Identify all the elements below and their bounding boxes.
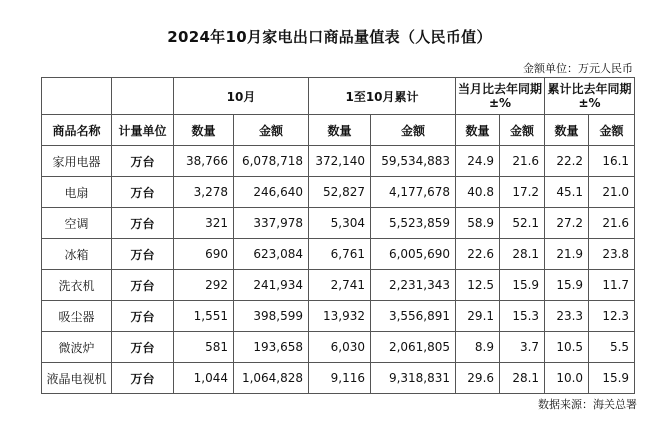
cum-amount-cell: 6,005,690: [371, 239, 456, 270]
month-yoy-amount-cell: 3.7: [500, 332, 545, 363]
month-yoy-amount-cell: 28.1: [500, 363, 545, 394]
oct-quantity-cell: 581: [174, 332, 234, 363]
product-name-cell: 空调: [42, 208, 112, 239]
unit-cell: 万台: [112, 177, 174, 208]
header-month-yoy-line2: ±%: [488, 96, 512, 110]
oct-amount-cell: 246,640: [234, 177, 309, 208]
unit-cell: 万台: [112, 332, 174, 363]
month-yoy-amount-cell: 15.3: [500, 301, 545, 332]
month-yoy-quantity-cell: 22.6: [456, 239, 500, 270]
oct-quantity-cell: 1,551: [174, 301, 234, 332]
cum-amount-cell: 3,556,891: [371, 301, 456, 332]
table-row: [42, 208, 635, 239]
cum-amount-cell: 5,523,859: [371, 208, 456, 239]
header-cumulative-yoy-line1: 累计比去年同期: [547, 82, 632, 96]
table-body: [42, 146, 635, 394]
header-jan-to-oct-cumulative: 1至10月累计: [309, 78, 456, 115]
table-row: [42, 301, 635, 332]
product-name-cell: 家用电器: [42, 146, 112, 177]
table-row: [42, 363, 635, 394]
oct-quantity-cell: 292: [174, 270, 234, 301]
header-month-yoy-line1: 当月比去年同期: [458, 82, 543, 96]
oct-quantity-cell: 38,766: [174, 146, 234, 177]
table-row: [42, 239, 635, 270]
month-yoy-quantity-cell: 24.9: [456, 146, 500, 177]
header-cumulative-yoy: [545, 78, 635, 115]
cum-quantity-cell: 6,030: [309, 332, 371, 363]
unit-cell: 万台: [112, 270, 174, 301]
oct-amount-cell: 337,978: [234, 208, 309, 239]
oct-quantity-cell: 321: [174, 208, 234, 239]
cum-yoy-amount-cell: 23.8: [589, 239, 635, 270]
table-row: [42, 146, 635, 177]
cum-quantity-cell: 2,741: [309, 270, 371, 301]
header-blank-cell: [42, 78, 112, 115]
header-row-columns: [42, 115, 635, 146]
product-name-cell: 吸尘器: [42, 301, 112, 332]
month-yoy-quantity-cell: 29.6: [456, 363, 500, 394]
unit-cell: 万台: [112, 301, 174, 332]
cum-quantity-cell: 372,140: [309, 146, 371, 177]
month-yoy-amount-cell: 15.9: [500, 270, 545, 301]
product-name-cell: 洗衣机: [42, 270, 112, 301]
cum-amount-cell: 4,177,678: [371, 177, 456, 208]
cum-amount-cell: 2,231,343: [371, 270, 456, 301]
header-cum-quantity: 数量: [309, 115, 371, 146]
cum-yoy-quantity-cell: 27.2: [545, 208, 589, 239]
oct-quantity-cell: 3,278: [174, 177, 234, 208]
oct-quantity-cell: 690: [174, 239, 234, 270]
header-blank-cell: [112, 78, 174, 115]
oct-quantity-cell: 1,044: [174, 363, 234, 394]
header-cum-yoy-quantity: 数量: [545, 115, 589, 146]
cum-amount-cell: 2,061,805: [371, 332, 456, 363]
table-title: 2024年10月家电出口商品量值表（人民币值）: [167, 28, 492, 46]
cum-yoy-quantity-cell: 22.2: [545, 146, 589, 177]
cum-yoy-amount-cell: 11.7: [589, 270, 635, 301]
month-yoy-quantity-cell: 12.5: [456, 270, 500, 301]
header-cum-amount: 金额: [371, 115, 456, 146]
cum-quantity-cell: 52,827: [309, 177, 371, 208]
oct-amount-cell: 398,599: [234, 301, 309, 332]
header-month-yoy-quantity: 数量: [456, 115, 500, 146]
oct-amount-cell: 241,934: [234, 270, 309, 301]
product-name-cell: 液晶电视机: [42, 363, 112, 394]
cum-amount-cell: 9,318,831: [371, 363, 456, 394]
oct-amount-cell: 623,084: [234, 239, 309, 270]
cum-yoy-amount-cell: 5.5: [589, 332, 635, 363]
unit-cell: 万台: [112, 146, 174, 177]
cum-quantity-cell: 5,304: [309, 208, 371, 239]
cum-quantity-cell: 9,116: [309, 363, 371, 394]
oct-amount-cell: 1,064,828: [234, 363, 309, 394]
month-yoy-amount-cell: 52.1: [500, 208, 545, 239]
oct-amount-cell: 6,078,718: [234, 146, 309, 177]
table-row: [42, 332, 635, 363]
header-oct-amount: 金额: [234, 115, 309, 146]
amount-unit-note: 金额单位：万元人民币: [523, 62, 633, 75]
product-name-cell: 冰箱: [42, 239, 112, 270]
cum-quantity-cell: 13,932: [309, 301, 371, 332]
unit-cell: 万台: [112, 363, 174, 394]
cum-yoy-amount-cell: 12.3: [589, 301, 635, 332]
month-yoy-quantity-cell: 8.9: [456, 332, 500, 363]
cum-yoy-quantity-cell: 21.9: [545, 239, 589, 270]
table-row: [42, 177, 635, 208]
cum-yoy-quantity-cell: 10.0: [545, 363, 589, 394]
export-data-table: [41, 77, 635, 394]
header-row-groups: [42, 78, 635, 115]
product-name-cell: 电扇: [42, 177, 112, 208]
cum-yoy-amount-cell: 21.0: [589, 177, 635, 208]
header-product-name: 商品名称: [42, 115, 112, 146]
month-yoy-quantity-cell: 29.1: [456, 301, 500, 332]
unit-cell: 万台: [112, 208, 174, 239]
cum-yoy-quantity-cell: 23.3: [545, 301, 589, 332]
unit-cell: 万台: [112, 239, 174, 270]
month-yoy-amount-cell: 21.6: [500, 146, 545, 177]
header-unit: 计量单位: [112, 115, 174, 146]
header-october: 10月: [174, 78, 309, 115]
month-yoy-amount-cell: 17.2: [500, 177, 545, 208]
header-oct-quantity: 数量: [174, 115, 234, 146]
cum-yoy-amount-cell: 15.9: [589, 363, 635, 394]
header-month-yoy: [456, 78, 545, 115]
header-month-yoy-amount: 金额: [500, 115, 545, 146]
table-row: [42, 270, 635, 301]
month-yoy-quantity-cell: 58.9: [456, 208, 500, 239]
month-yoy-amount-cell: 28.1: [500, 239, 545, 270]
cum-yoy-quantity-cell: 45.1: [545, 177, 589, 208]
oct-amount-cell: 193,658: [234, 332, 309, 363]
cum-yoy-quantity-cell: 15.9: [545, 270, 589, 301]
product-name-cell: 微波炉: [42, 332, 112, 363]
cum-quantity-cell: 6,761: [309, 239, 371, 270]
header-cumulative-yoy-line2: ±%: [578, 96, 601, 110]
cum-amount-cell: 59,534,883: [371, 146, 456, 177]
data-source-note: 数据来源：海关总署: [538, 398, 637, 411]
header-cum-yoy-amount: 金额: [589, 115, 635, 146]
cum-yoy-amount-cell: 16.1: [589, 146, 635, 177]
cum-yoy-quantity-cell: 10.5: [545, 332, 589, 363]
cum-yoy-amount-cell: 21.6: [589, 208, 635, 239]
month-yoy-quantity-cell: 40.8: [456, 177, 500, 208]
